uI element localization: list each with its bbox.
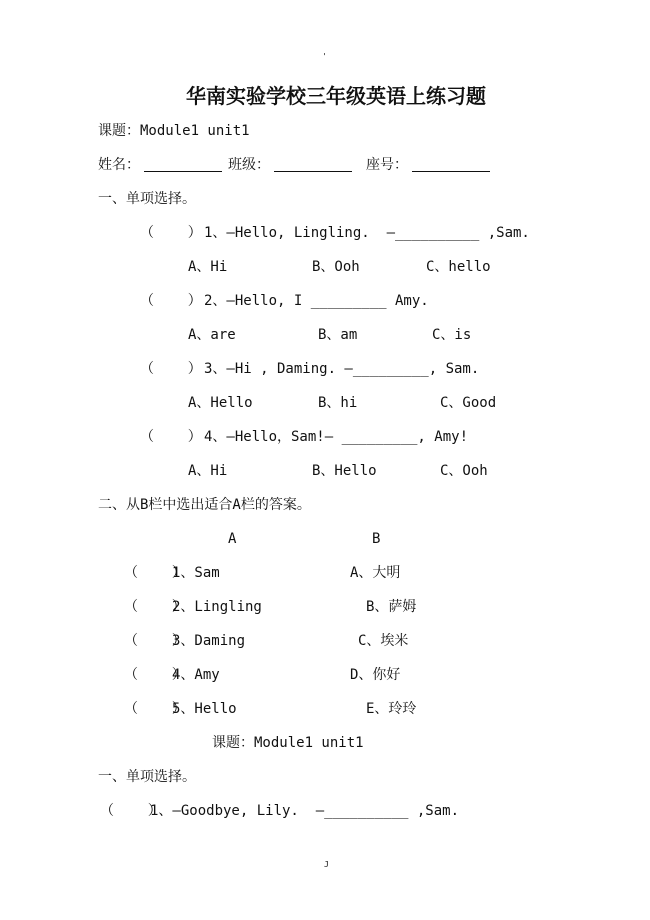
question-stem: 1、—Goodbye, Lily. —__________ ,Sam.	[150, 803, 460, 819]
seat-field[interactable]	[412, 156, 490, 172]
section3-heading: 一、单项选择。	[98, 769, 196, 785]
answer-paren[interactable]: （ ）	[140, 361, 202, 377]
lesson-label-repeat: 课题：Module1 unit1	[212, 735, 364, 751]
answer-paren[interactable]: （ ）	[140, 225, 202, 241]
answer-paren[interactable]: （ ）	[124, 599, 186, 615]
match-item-b: B、萨姆	[366, 599, 417, 615]
lesson-label: 课题：Module1 unit1	[98, 123, 250, 139]
name-field[interactable]	[144, 156, 222, 172]
class-label: 班级：	[228, 157, 270, 173]
option-a: A、Hello	[188, 395, 253, 411]
match-item-b: A、大明	[350, 565, 401, 581]
answer-paren[interactable]: （ ）	[124, 701, 186, 717]
page-title: 华南实验学校三年级英语上练习题	[186, 84, 486, 108]
answer-paren[interactable]: （ ）	[124, 633, 186, 649]
answer-paren[interactable]: （ ）	[140, 429, 202, 445]
name-label: 姓名：	[98, 157, 140, 173]
option-c: C、hello	[426, 259, 491, 275]
footer-mark: J	[324, 860, 329, 869]
option-b: B、Ooh	[312, 259, 360, 275]
match-item-a: 2、Lingling	[172, 599, 262, 615]
answer-paren[interactable]: （ ）	[124, 565, 186, 581]
option-b: B、Hello	[312, 463, 377, 479]
class-field[interactable]	[274, 156, 352, 172]
option-c: C、Ooh	[440, 463, 488, 479]
seat-label: 座号：	[366, 157, 408, 173]
match-item-a: 1、Sam	[172, 565, 220, 581]
option-a: A、Hi	[188, 463, 228, 479]
question-stem: 4、—Hello，Sam!— _________, Amy!	[204, 429, 469, 445]
match-item-b: E、玲玲	[366, 701, 417, 717]
section1-heading: 一、单项选择。	[98, 191, 196, 207]
question-stem: 2、—Hello, I _________ Amy.	[204, 293, 429, 309]
option-c: C、Good	[440, 395, 497, 411]
match-item-a: 4、Amy	[172, 667, 220, 683]
option-b: B、am	[318, 327, 358, 343]
option-c: C、is	[432, 327, 472, 343]
match-item-b: D、你好	[350, 667, 401, 683]
match-item-a: 3、Daming	[172, 633, 246, 649]
answer-paren[interactable]: （ ）	[124, 667, 186, 683]
question-stem: 3、—Hi , Daming. —_________, Sam.	[204, 361, 480, 377]
answer-paren[interactable]: （ ）	[100, 803, 162, 819]
section2-heading: 二、从B栏中选出适合A栏的答案。	[98, 497, 311, 513]
option-b: B、hi	[318, 395, 358, 411]
header-mark: '	[322, 52, 327, 61]
column-b-header: B	[372, 531, 381, 547]
match-item-b: C、埃米	[358, 633, 409, 649]
answer-paren[interactable]: （ ）	[140, 293, 202, 309]
column-a-header: A	[228, 531, 237, 547]
option-a: A、are	[188, 327, 236, 343]
question-stem: 1、—Hello, Lingling. —__________ ,Sam.	[204, 225, 530, 241]
match-item-a: 5、Hello	[172, 701, 237, 717]
option-a: A、Hi	[188, 259, 228, 275]
